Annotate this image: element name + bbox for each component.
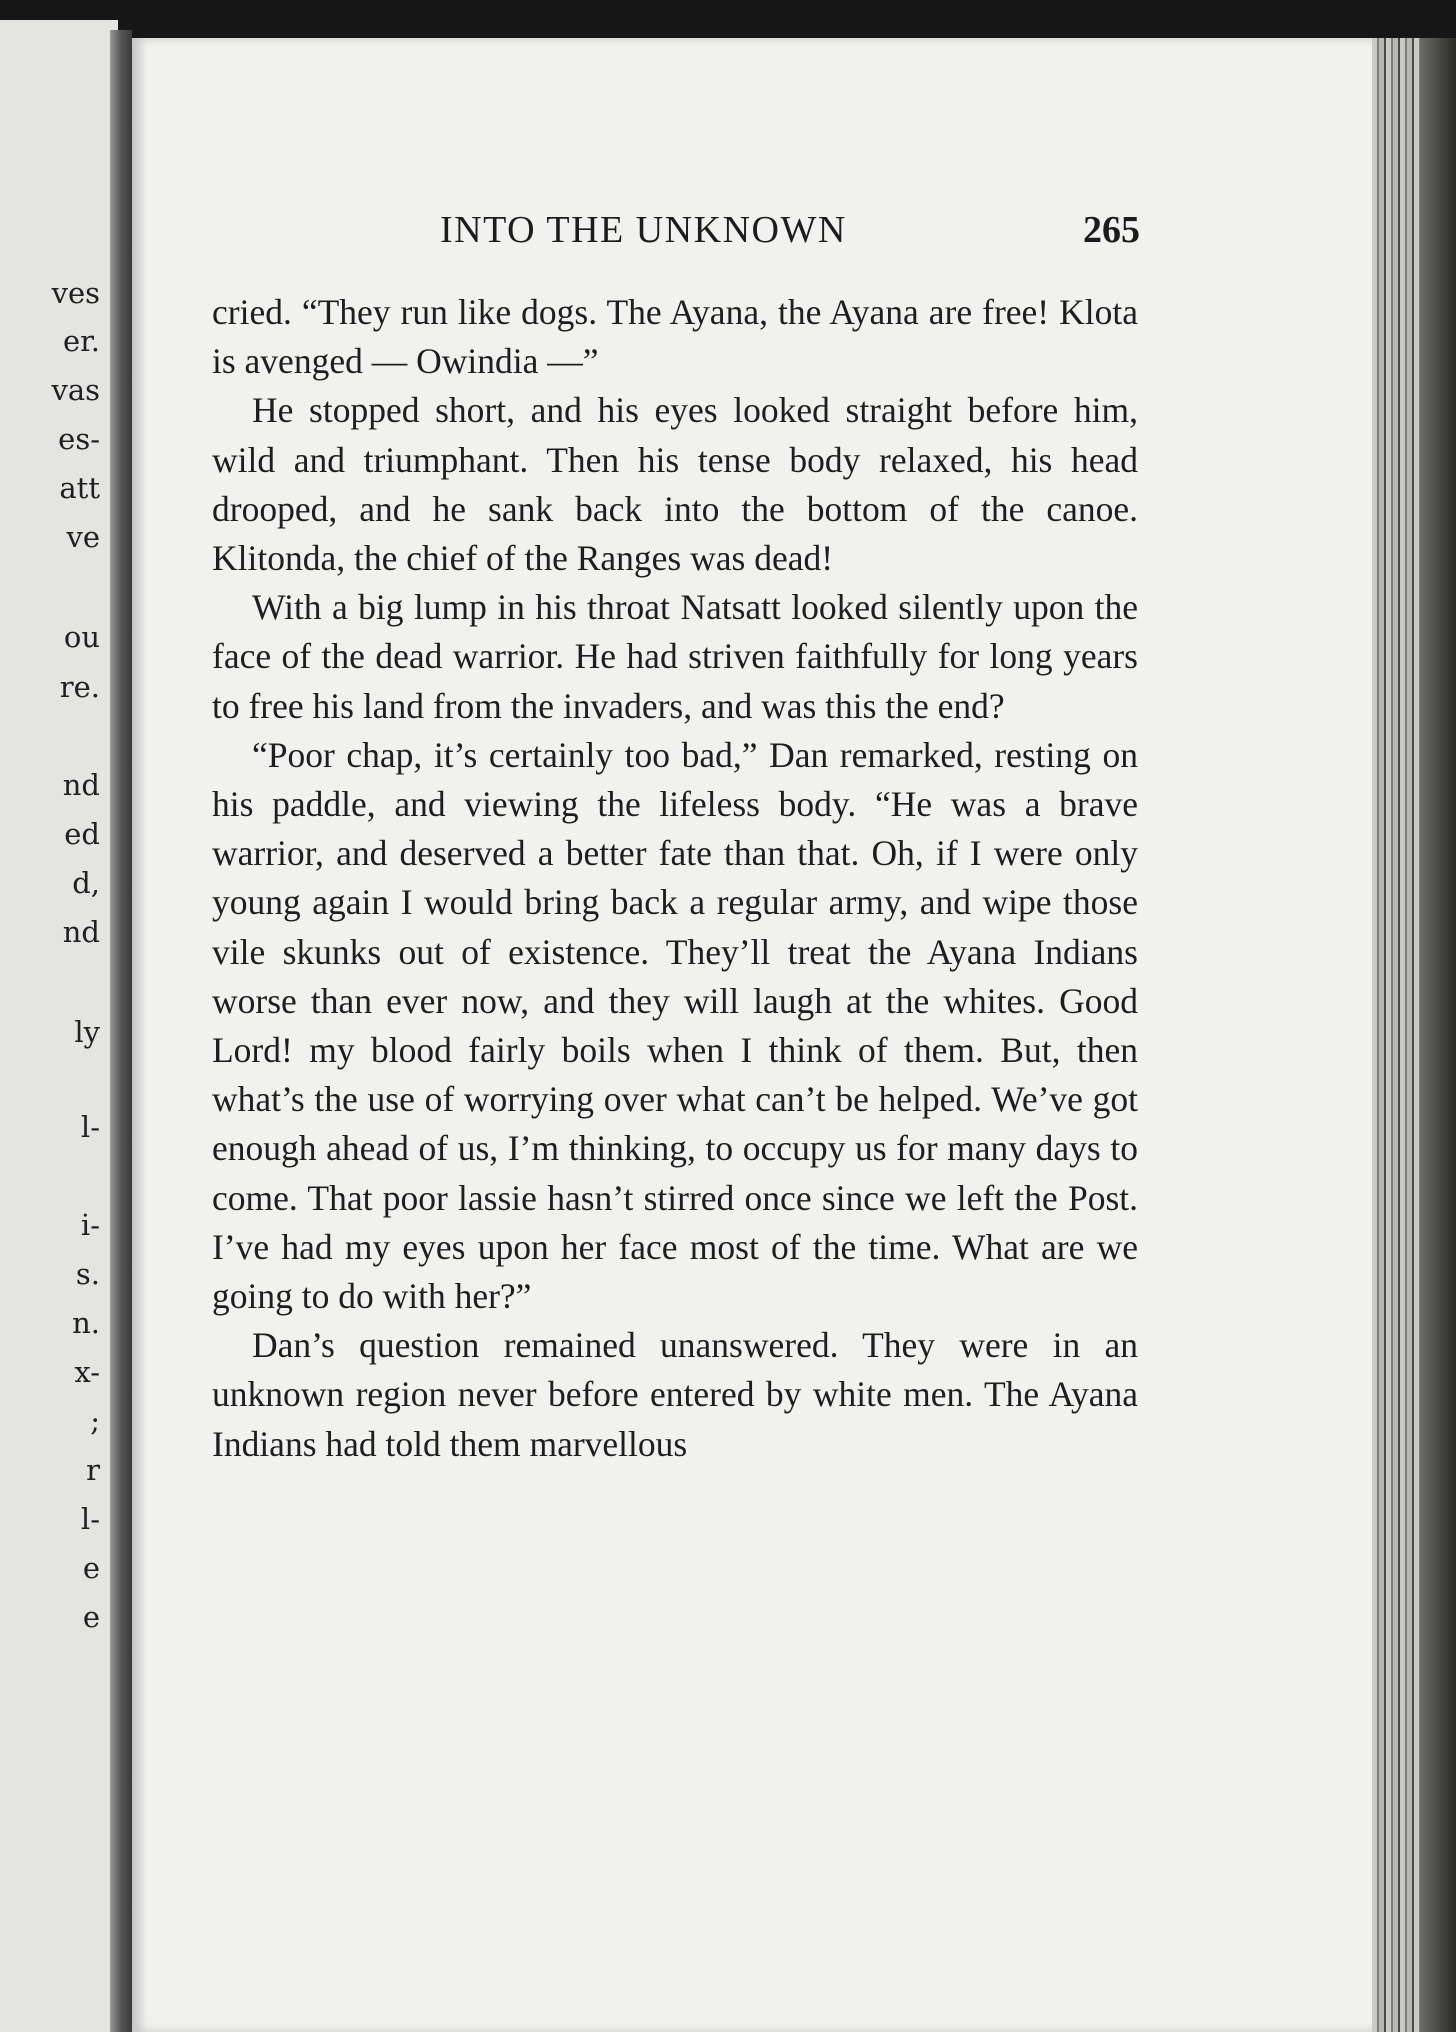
- facing-line: r: [86, 1453, 100, 1487]
- facing-line: ly: [74, 1015, 100, 1049]
- paragraph: “Poor chap, it’s certainly too bad,” Dan remarked, resting on his paddle, and viewing the lifeless body. “He was a brave warrior, and deserved a better fate than that. Oh, if I were only young again I would bring back a regular army, and wipe those vile skunks out of existence. They’ll treat the Ayana Indians worse than ever now, and they will laugh at the whites. Good Lord! my blood fairly boils when I think of them. But, then what’s the use of worrying over what can’t be helped. We’ve got enough ahead of us, I’m thinking, to occupy us for many days to come. That poor lassie hasn’t stirred once since we left the Post. I’ve had my eyes upon her face most of the time. What are we going to do with her?”: [212, 734, 1138, 1317]
- facing-line: nd: [62, 915, 100, 949]
- facing-line: vas: [51, 373, 100, 407]
- book-gutter: [110, 30, 132, 2032]
- facing-line: n.: [72, 1306, 100, 1340]
- running-head: [440, 208, 1140, 258]
- facing-line: att: [59, 471, 100, 505]
- facing-line: l-: [80, 1502, 100, 1536]
- facing-line: ve: [66, 520, 100, 554]
- facing-line: er.: [62, 324, 100, 358]
- paragraph: cried. “They run like dogs. The Ayana, the Ayana are free! Klota is avenged — Owindia —”: [212, 292, 1138, 382]
- body-text: [212, 288, 1138, 1469]
- paragraph: With a big lump in his throat Natsatt looked silently upon the face of the dead warrior. He had striven faithfully for long years to free his land from the invaders, and was this the end?: [212, 587, 1138, 726]
- facing-line: ed: [64, 817, 100, 851]
- facing-line: d,: [72, 866, 100, 900]
- facing-line: i-: [80, 1208, 100, 1242]
- facing-line: e: [82, 1551, 100, 1585]
- facing-line: es-: [58, 422, 100, 456]
- facing-line: nd: [62, 768, 100, 802]
- paragraph: Dan’s question remained unanswered. They were in an unknown region never before entered by white men. The Ayana Indians had told them marvellous: [212, 1325, 1138, 1464]
- page-number: 265: [1083, 209, 1140, 251]
- facing-page-text: [0, 0, 100, 2032]
- facing-line: ou: [63, 620, 100, 654]
- book-cover-edge: [1420, 38, 1456, 2032]
- facing-line: ves: [51, 276, 100, 310]
- facing-line: ;: [90, 1404, 100, 1438]
- scan-border: [0, 0, 1456, 38]
- chapter-title: INTO THE UNKNOWN: [440, 209, 847, 251]
- facing-line: x-: [74, 1355, 100, 1389]
- facing-line: e: [82, 1600, 100, 1634]
- facing-line: s.: [75, 1257, 100, 1291]
- facing-line: l-: [80, 1110, 100, 1144]
- facing-line: re.: [59, 670, 100, 704]
- paragraph: He stopped short, and his eyes looked straight before him, wild and triumphant. Then his tense body relaxed, his head drooped, and he sank back into the bottom of the canoe. Klitonda, the chief of the Ranges was dead!: [212, 390, 1138, 579]
